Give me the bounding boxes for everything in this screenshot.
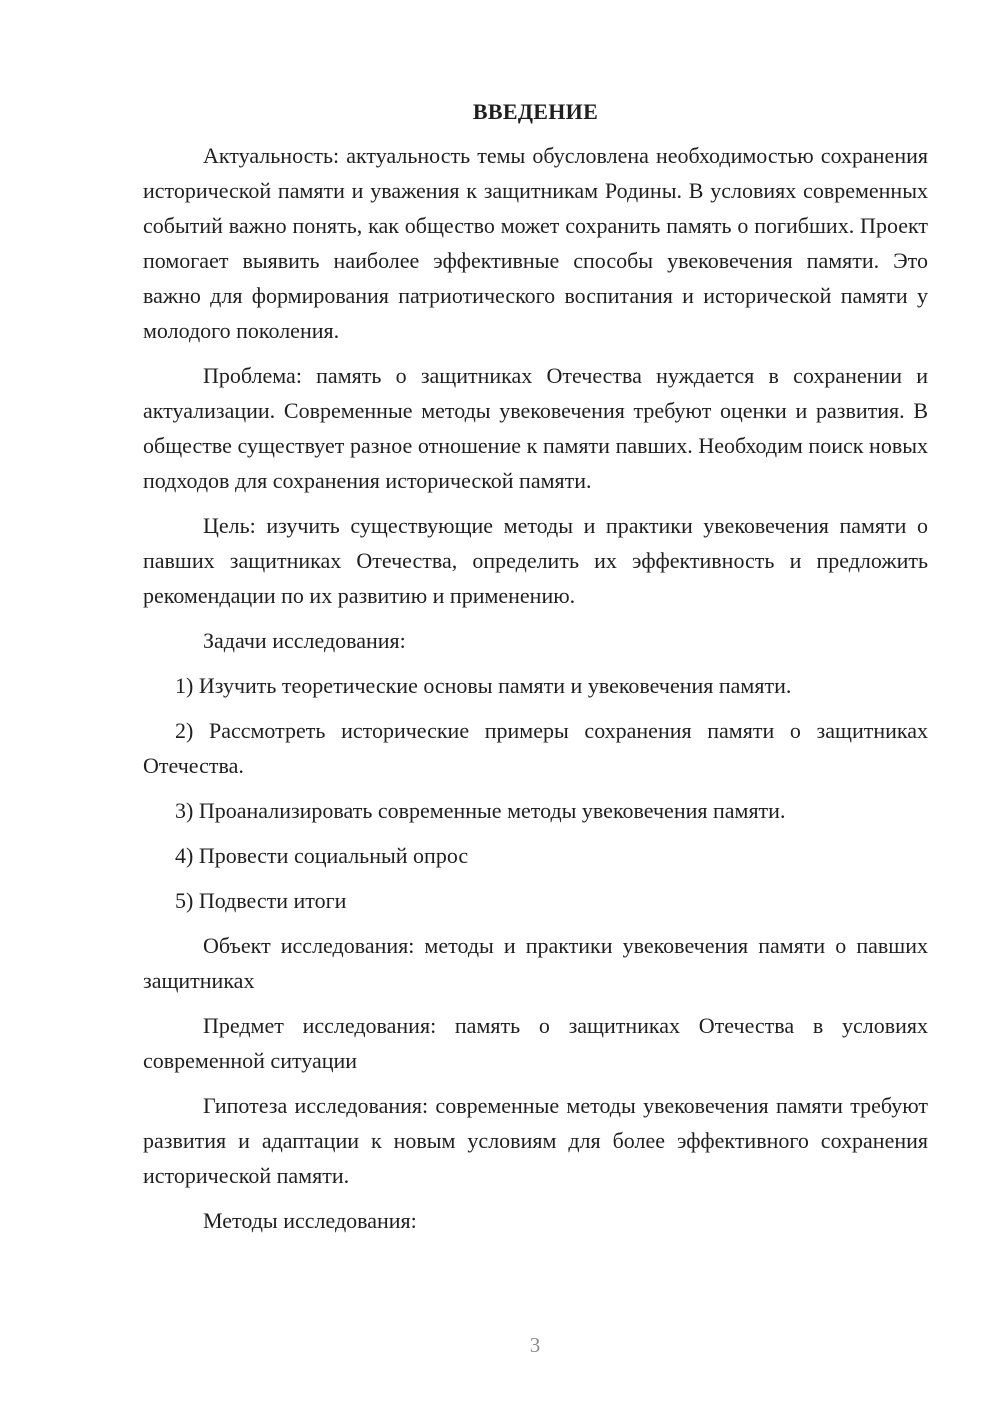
page-number: 3 (529, 1333, 541, 1357)
object-paragraph: Объект исследования: методы и практики увековечения памяти о павших защитниках (143, 933, 928, 993)
tasks-intro: Задачи исследования: (203, 628, 406, 653)
task-item-2: 2) Рассмотреть исторические примеры сохранения памяти о защитниках Отечества. (143, 718, 928, 778)
task-item-5: 5) Подвести итоги (175, 888, 347, 913)
subject-paragraph: Предмет исследования: память о защитниках Отечества в условиях современной ситуации (143, 1013, 928, 1073)
page-heading: ВВЕДЕНИЕ (472, 99, 599, 124)
task-item-4: 4) Провести социальный опрос (175, 843, 469, 868)
goal-paragraph: Цель: изучить существующие методы и практики увековечения памяти о павших защитниках Отечества, определить их эффективность и предложить рекомендации по их развитию и применению. (143, 513, 928, 608)
hypothesis-paragraph: Гипотеза исследования: современные методы увековечения памяти требуют развития и адаптации к новым условиям для более эффективного сохранения исторической памяти. (143, 1093, 928, 1188)
task-item-1: 1) Изучить теоретические основы памяти и увековечения памяти. (175, 673, 792, 698)
relevance-paragraph: Актуальность: актуальность темы обусловлена необходимостью сохранения исторической памяти и уважения к защитникам Родины. В условиях современных событий важно понять, как общество может сохранить память о погибших. Проект помогает выявить наиболее эффективные способы увековечения памяти. Это важно для формирования патриотического воспитания и исторической памяти у молодого поколения. (143, 143, 928, 343)
methods-intro: Методы исследования: (203, 1208, 417, 1233)
task-item-3: 3) Проанализировать современные методы увековечения памяти. (175, 798, 786, 823)
page-content (143, 94, 928, 1248)
problem-paragraph: Проблема: память о защитниках Отечества нуждается в сохранении и актуализации. Современные методы увековечения требуют оценки и развития. В обществе существует разное отношение к памяти павших. Необходим поиск новых подходов для сохранения исторической памяти. (143, 363, 928, 493)
